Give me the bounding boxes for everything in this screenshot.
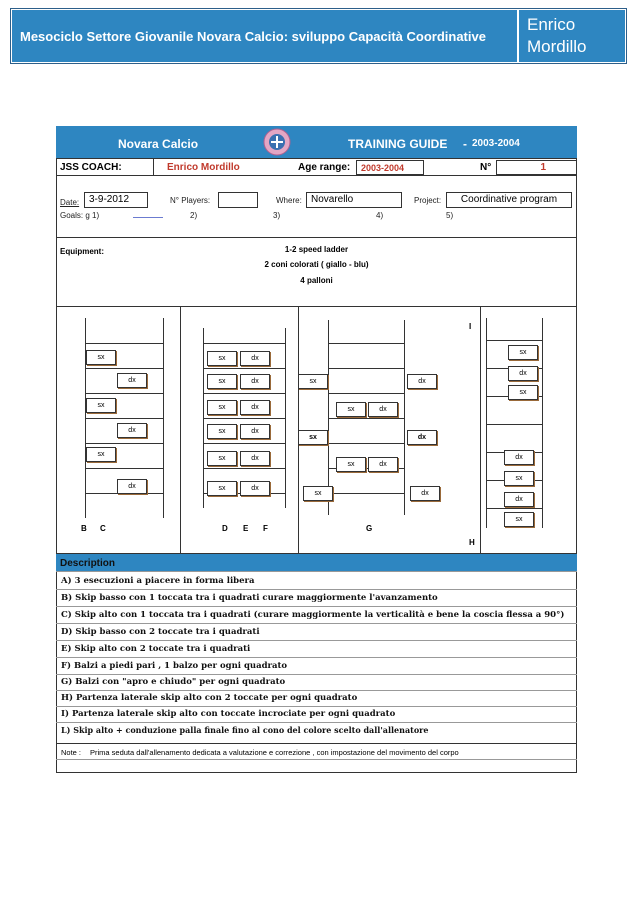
- ladder-rail: [163, 318, 164, 518]
- row-divider: [56, 690, 577, 691]
- foot-marker-right: dx: [117, 423, 147, 438]
- date-label: Date:: [60, 198, 80, 207]
- ladder-rung: [85, 368, 163, 369]
- foot-marker-left: sx: [336, 402, 366, 417]
- header-author: [519, 10, 625, 62]
- foot-marker-right: dx: [240, 424, 270, 439]
- goal-4: 4): [376, 211, 384, 220]
- description-header: Description: [60, 558, 116, 569]
- row-divider: [56, 722, 577, 723]
- description-item: C) Skip alto con 1 toccata tra i quadrati (curare maggiormente la verticalità e bene la coscia flessa a 90°): [61, 610, 565, 620]
- ladder-rung: [85, 468, 163, 469]
- foot-marker-left: sx: [86, 398, 116, 413]
- date-value: 3-9-2012: [84, 192, 148, 208]
- description-item: G) Balzi con "apro e chiudo" per ogni quadrato: [61, 677, 286, 687]
- ladder-rail: [285, 328, 286, 508]
- equipment-line-1: 1-2 speed ladder: [284, 245, 349, 254]
- club-name: Novara Calcio: [118, 137, 199, 151]
- equipment-label: Equipment:: [60, 247, 104, 256]
- foot-marker-right: dx: [407, 430, 437, 445]
- note-divider: [56, 743, 577, 744]
- foot-marker-right: dx: [117, 479, 147, 494]
- drill-label-h: H: [469, 538, 475, 547]
- guide-title: TRAINING GUIDE: [348, 137, 448, 151]
- training-form: [56, 126, 577, 773]
- foot-marker-left: sx: [336, 457, 366, 472]
- foot-marker-left: sx: [207, 351, 237, 366]
- number-value: 1: [496, 160, 577, 175]
- age-label: Age range:: [298, 162, 351, 173]
- row-divider: [56, 606, 577, 607]
- author-last-name: Mordillo: [527, 37, 587, 56]
- goal1-line: [133, 217, 163, 218]
- foot-marker-right: dx: [117, 373, 147, 388]
- diagram-divider-3: [480, 306, 481, 553]
- goal-2: 2): [190, 211, 198, 220]
- ladder-rung: [328, 443, 404, 444]
- number-label: N°: [480, 162, 492, 173]
- foot-marker-right: dx: [508, 366, 538, 381]
- ladder-rung: [203, 368, 285, 369]
- foot-marker-left: sx: [207, 400, 237, 415]
- ladder-rung: [486, 340, 542, 341]
- drill-label-g: G: [366, 524, 373, 533]
- foot-marker-left: sx: [504, 512, 534, 527]
- goal-5: 5): [446, 211, 454, 220]
- foot-marker-right: dx: [368, 402, 398, 417]
- foot-marker-left: sx: [508, 385, 538, 400]
- coach-value: Enrico Mordillo: [167, 162, 240, 173]
- drill-label-e: E: [243, 524, 249, 533]
- club-logo: [262, 128, 292, 156]
- foot-marker-left: sx: [207, 451, 237, 466]
- author-first-name: Enrico: [527, 15, 576, 34]
- foot-marker-left: sx: [86, 350, 116, 365]
- foot-marker-right: dx: [240, 481, 270, 496]
- ladder-rung: [203, 343, 285, 344]
- foot-marker-left: sx: [298, 374, 328, 389]
- foot-marker-right: dx: [240, 351, 270, 366]
- players-value: [218, 192, 258, 208]
- description-item: I) Partenza laterale skip alto con toccate incrociate per ogni quadrato: [61, 709, 396, 719]
- foot-marker-right: dx: [240, 400, 270, 415]
- ladder-rung: [328, 418, 404, 419]
- row-divider: [56, 571, 577, 572]
- goal-3: 3): [273, 211, 281, 220]
- foot-marker-right: dx: [504, 492, 534, 507]
- age-value: 2003-2004: [356, 160, 424, 175]
- foot-marker-right: dx: [368, 457, 398, 472]
- ladder-rung: [328, 368, 404, 369]
- ladder-rung: [328, 393, 404, 394]
- description-header-bar: [56, 553, 577, 572]
- row-divider: [56, 623, 577, 624]
- ladder-rung: [85, 443, 163, 444]
- foot-marker-right: dx: [240, 374, 270, 389]
- guide-years: 2003-2004: [472, 138, 520, 149]
- drill-label-b: B: [81, 524, 87, 533]
- ladder-rung: [203, 393, 285, 394]
- row-divider: [56, 640, 577, 641]
- project-label: Project:: [414, 196, 442, 205]
- foot-marker-left: sx: [207, 424, 237, 439]
- equipment-line-3: 4 palloni: [300, 276, 333, 285]
- where-value: Novarello: [306, 192, 402, 208]
- drill-label-d: D: [222, 524, 228, 533]
- ladder-rung: [85, 343, 163, 344]
- description-item: E) Skip alto con 2 toccate tra i quadrati: [61, 644, 251, 654]
- foot-marker-left: sx: [298, 430, 328, 445]
- foot-marker-right: dx: [504, 450, 534, 465]
- foot-marker-left: sx: [86, 447, 116, 462]
- header-title: Mesociclo Settore Giovanile Novara Calcio: sviluppo Capacità Coordinative: [12, 10, 517, 62]
- ladder-rung: [203, 443, 285, 444]
- ladder-rung: [328, 493, 404, 494]
- drill-label-c: C: [100, 524, 106, 533]
- row-divider: [56, 706, 577, 707]
- equipment-line-2: 2 coni colorati ( giallo - blu): [264, 260, 369, 269]
- ladder-rung: [203, 418, 285, 419]
- project-value: Coordinative program: [446, 192, 572, 208]
- foot-marker-left: sx: [207, 481, 237, 496]
- foot-marker-left: sx: [504, 471, 534, 486]
- coach-label: JSS COACH:: [60, 162, 122, 173]
- ladder-rung: [328, 343, 404, 344]
- ladder-rail: [542, 318, 543, 528]
- drill-label-i: I: [469, 322, 472, 331]
- foot-marker-right: dx: [240, 451, 270, 466]
- row-divider: [56, 589, 577, 590]
- ladder-rung: [486, 508, 542, 509]
- ladder-rung: [85, 393, 163, 394]
- foot-marker-left: sx: [303, 486, 333, 501]
- description-item: B) Skip basso con 1 toccata tra i quadrati curare maggiormente l'avanzamento: [61, 593, 438, 603]
- note-label: Note :: [61, 748, 82, 757]
- foot-marker-left: sx: [207, 374, 237, 389]
- foot-marker-left: sx: [508, 345, 538, 360]
- description-item: H) Partenza laterale skip alto con 2 toccate per ogni quadrato: [61, 693, 358, 703]
- players-label: N° Players:: [170, 196, 211, 205]
- equipment-divider: [56, 237, 577, 238]
- guide-dash: -: [463, 137, 467, 151]
- goals-label: Goals: g 1): [60, 211, 100, 220]
- row-divider: [56, 674, 577, 675]
- foot-marker-right: dx: [407, 374, 437, 389]
- row-divider: [56, 657, 577, 658]
- ladder-rung: [203, 468, 285, 469]
- diagram-top-border: [56, 306, 577, 307]
- ladder-rail: [404, 320, 405, 515]
- description-item: L) Skip alto + conduzione palla finale fino al cono del colore scelto dall'allenatore: [61, 725, 429, 735]
- document-header: [10, 8, 627, 64]
- row-divider: [56, 759, 577, 760]
- ladder-rung: [486, 424, 542, 425]
- foot-marker-right: dx: [410, 486, 440, 501]
- diagram-divider-1: [180, 306, 181, 553]
- description-item: F) Balzi a piedi pari , 1 balzo per ogni quadrato: [61, 661, 288, 671]
- where-label: Where:: [276, 196, 302, 205]
- description-item: A) 3 esecuzioni a piacere in forma libera: [61, 576, 255, 586]
- drill-label-f: F: [263, 524, 268, 533]
- ladder-rung: [85, 418, 163, 419]
- note-text: Prima seduta dall'allenamento dedicata a valutazione e correzione , con impostazione del movimento del corpo: [90, 748, 459, 757]
- description-item: D) Skip basso con 2 toccate tra i quadrati: [61, 627, 260, 637]
- ladder-rail: [486, 318, 487, 528]
- coach-divider: [153, 158, 154, 176]
